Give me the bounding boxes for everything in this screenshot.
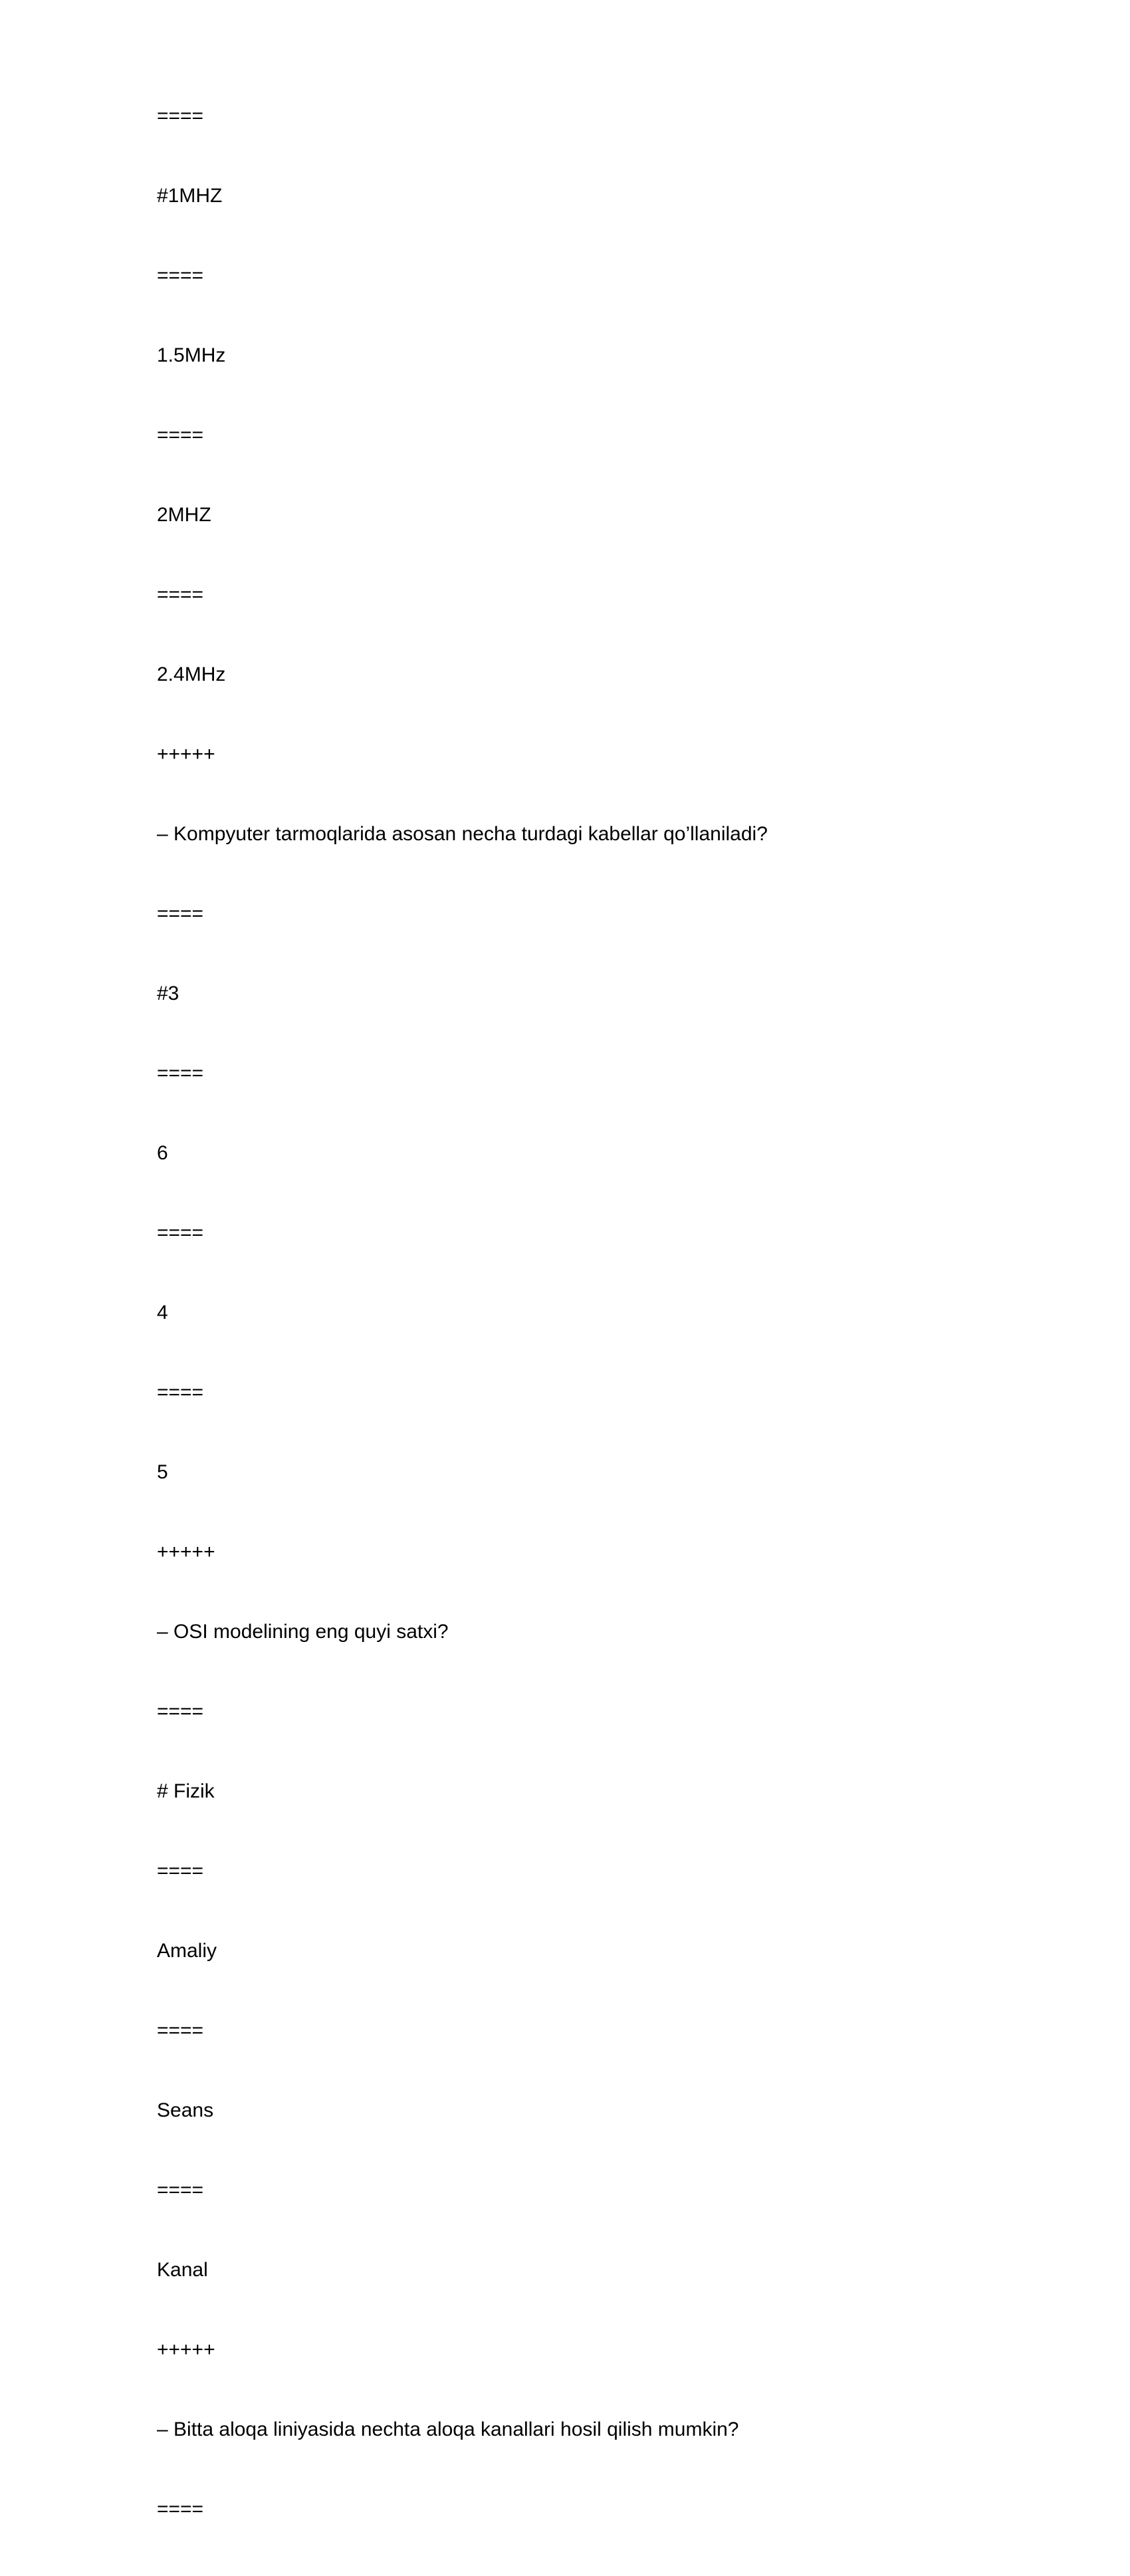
separator-line: ==== [157, 1062, 204, 1084]
document-body [157, 103, 974, 2576]
separator-line: ==== [157, 2179, 204, 2201]
separator-line: ==== [157, 105, 204, 127]
separator-line: ==== [157, 1860, 204, 1882]
answer-option: Kanal [157, 2259, 208, 2281]
answer-option: 2.4MHz [157, 663, 226, 685]
separator-line: ==== [157, 1381, 204, 1403]
separator-line: ==== [157, 2020, 204, 2042]
separator-line: ==== [157, 584, 204, 606]
answer-option: 1.5MHz [157, 344, 226, 366]
answer-option-correct: #1MHZ [157, 185, 223, 207]
separator-line: ==== [157, 903, 204, 925]
answer-option: 2MHZ [157, 504, 211, 526]
separator-line: ==== [157, 265, 204, 287]
question-text: – Kompyuter tarmoqlarida asosan necha turdagi kabellar qo’llaniladi? [157, 823, 768, 845]
answer-option: Seans [157, 2099, 214, 2121]
separator-line: ==== [157, 1222, 204, 1244]
separator-line: ==== [157, 1700, 204, 1722]
question-text: – Bitta aloqa liniyasida nechta aloqa kanallari hosil qilish mumkin? [157, 2418, 739, 2440]
separator-line: ==== [157, 424, 204, 446]
answer-option: Amaliy [157, 1940, 217, 1962]
answer-option: 4 [157, 1302, 168, 1324]
question-text: – OSI modelining eng quyi satxi? [157, 1621, 449, 1643]
separator-line: ==== [157, 2498, 204, 2520]
answer-option: 5 [157, 1461, 168, 1483]
answer-option: 6 [157, 1142, 168, 1164]
answer-option-correct: #3 [157, 983, 179, 1004]
question-separator: +++++ [157, 743, 215, 765]
question-separator: +++++ [157, 1541, 215, 1563]
answer-option-correct: # Fizik [157, 1780, 215, 1802]
question-separator: +++++ [157, 2339, 215, 2361]
